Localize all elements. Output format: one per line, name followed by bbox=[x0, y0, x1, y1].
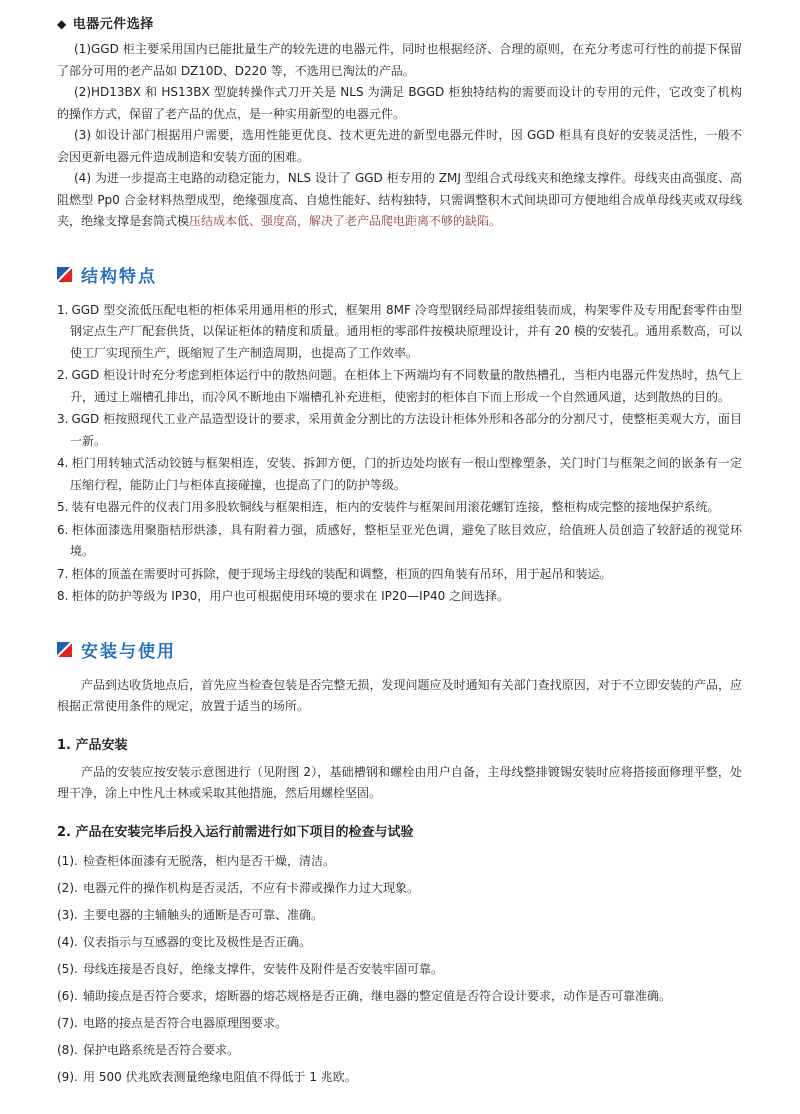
item-text: 柜体的顶盖在需要时可拆除，便于现场主母线的装配和调整，柜顶的四角装有吊环，用于起吊和装运。 bbox=[71, 566, 612, 581]
structure-features-list bbox=[57, 300, 742, 608]
product-install-subheading: 1. 产品安装 bbox=[57, 737, 128, 753]
component-selection-paragraph-3: (3) 如设计部门根据用户需要，选用性能更优良、技术更先进的新型电器元件时，因 GGD 柜具有良好的安装灵活性，一般不会因更新电器元件造成制造和安装方面的困难。 bbox=[57, 128, 742, 164]
section-installation-use bbox=[57, 637, 742, 1088]
structure-feature-item-6 bbox=[57, 520, 742, 563]
item-text: 保护电路系统是否符合要求。 bbox=[83, 1042, 240, 1057]
installation-use-heading-text: 安装与使用 bbox=[81, 641, 176, 662]
item-number: 1. bbox=[57, 302, 69, 317]
item-text: 电路的接点是否符合电器原理图要求。 bbox=[83, 1015, 288, 1030]
checklist-item-3 bbox=[57, 905, 742, 926]
item-text: 母线连接是否良好，绝缘支撑件，安装件及附件是否安装牢固可靠。 bbox=[83, 961, 444, 976]
item-number: 8. bbox=[57, 589, 69, 603]
checklist-item-4 bbox=[57, 932, 742, 953]
item-text: 仪表指示与互感器的变比及极性是否正确。 bbox=[83, 934, 312, 949]
structure-feature-item-8 bbox=[57, 586, 742, 608]
pre-operation-checklist bbox=[57, 851, 742, 1088]
checklist-item-1 bbox=[57, 851, 742, 872]
item-number: (4). bbox=[57, 934, 78, 949]
item-number: 6. bbox=[57, 522, 69, 537]
item-number: 4. bbox=[57, 456, 69, 470]
structure-feature-item-1 bbox=[57, 300, 742, 365]
split-square-icon bbox=[57, 267, 72, 282]
split-square-icon bbox=[57, 642, 72, 657]
paragraph-4-black-text: (4) 为进一步提高主电路的动稳定能力，NLS 设计了 GGD 柜专用的 ZMJ 型组合式母线夹和绝缘支撑件。母线夹由高强度、高阻燃型 Pp0 合金材料热塑成型，绝缘强度高、自熄性能好、结构独特，只需调整积木式间块即可方便地组合成单母线夹或双母线夹，绝缘支撑是套筒式模 bbox=[57, 171, 742, 228]
item-text: GGD 柜按照现代工业产品造型设计的要求，采用黄金分割比的方法设计柜体外形和各部分的分割尺寸，使整柜美观大方，面目一新。 bbox=[70, 412, 742, 448]
item-text: 辅助接点是否符合要求，熔断器的熔芯规格是否正确，继电器的整定值是否符合设计要求，动作是否可靠准确。 bbox=[83, 988, 672, 1003]
item-number: (8). bbox=[57, 1042, 78, 1057]
structure-feature-item-4 bbox=[57, 453, 742, 496]
item-text: 用 500 伏兆欧表测量绝缘电阻值不得低于 1 兆欧。 bbox=[83, 1069, 357, 1084]
section-structure-features bbox=[57, 262, 742, 608]
checklist-item-7 bbox=[57, 1013, 742, 1034]
item-text: 检查柜体面漆有无脱落，柜内是否干燥，清洁。 bbox=[83, 853, 336, 868]
item-text: 电器元件的操作机构是否灵活，不应有卡滞或操作力过大现象。 bbox=[83, 880, 420, 895]
diamond-bullet-icon: ◆ bbox=[57, 17, 67, 31]
component-selection-title-text: 电器元件选择 bbox=[72, 17, 154, 32]
section-component-selection bbox=[57, 13, 742, 233]
component-selection-paragraph-2: (2)HD13BX 和 HS13BX 型旋转操作式刀开关是 NLS 为满足 BGGD 柜独特结构的需要而设计的专用的元件，它改变了机构的操作方式，保留了老产品的优点，是一种实用新型的电器元件。 bbox=[57, 85, 742, 121]
item-number: (6). bbox=[57, 988, 78, 1003]
checklist-item-5 bbox=[57, 959, 742, 980]
item-number: (5). bbox=[57, 961, 78, 976]
item-number: 2. bbox=[57, 368, 69, 382]
item-number: (3). bbox=[57, 907, 78, 922]
item-text: 装有电器元件的仪表门用多股软铜线与框架相连，柜内的安装件与框架间用滚花螺钉连接，整柜构成完整的接地保护系统。 bbox=[71, 500, 720, 514]
item-text: GGD 型交流低压配电柜的柜体采用通用柜的形式，框架用 8MF 冷弯型钢经局部焊接组装而成，构架零件及专用配套零件由型钢定点生产厂配套供货，以保证柜体的精度和质量。通用柜的零部件按模块原理设计，并有 20 模的安装孔。通用系数高，可以使工厂实现预生产，既缩短了生产制造周期，也提高了工作效率。 bbox=[70, 302, 742, 360]
item-text: 主要电器的主辅触头的通断是否可靠、准确。 bbox=[83, 907, 324, 922]
pre-operation-check-subheading: 2. 产品在安装完毕后投入运行前需进行如下项目的检查与试验 bbox=[57, 824, 414, 840]
installation-intro-paragraph: 产品到达收货地点后，首先应当检查包装是否完整无损，发现问题应及时通知有关部门查找原因，对于不立即安装的产品，应根据正常使用条件的规定，放置于适当的场所。 bbox=[57, 677, 742, 713]
item-number: (1). bbox=[57, 853, 78, 868]
structure-feature-item-2 bbox=[57, 365, 742, 408]
item-text: 柜门用转轴式活动铰链与框架相连，安装、拆卸方便，门的折边处均嵌有一根山型橡塑条，关门时门与框架之间的嵌条有一定压缩行程，能防止门与柜体直接碰撞，也提高了门的防护等级。 bbox=[70, 456, 742, 492]
structure-feature-item-3 bbox=[57, 409, 742, 452]
item-number: 7. bbox=[57, 566, 69, 581]
item-number: 5. bbox=[57, 500, 69, 514]
item-number: (2). bbox=[57, 880, 78, 895]
checklist-item-6 bbox=[57, 986, 742, 1007]
structure-features-heading bbox=[57, 262, 742, 287]
structure-feature-item-5 bbox=[57, 497, 742, 519]
item-number: 3. bbox=[57, 412, 69, 426]
checklist-item-9 bbox=[57, 1067, 742, 1088]
checklist-item-8 bbox=[57, 1040, 742, 1061]
item-number: (9). bbox=[57, 1069, 78, 1084]
item-text: 柜体的防护等级为 IP30，用户也可根据使用环境的要求在 IP20—IP40 之间选择。 bbox=[71, 589, 510, 603]
item-text: GGD 柜设计时充分考虑到柜体运行中的散热问题。在柜体上下两端均有不同数量的散热槽孔，当柜内电器元件发热时，热气上升，通过上端槽孔排出，而冷风不断地由下端槽孔补充进柜，使密封的柜体自下而上形成一个自然通风道，达到散热的目的。 bbox=[70, 368, 742, 404]
checklist-item-2 bbox=[57, 878, 742, 899]
component-selection-paragraph-4 bbox=[57, 168, 742, 233]
installation-use-heading bbox=[57, 637, 742, 662]
item-text: 柜体面漆选用聚脂桔形烘漆，具有附着力强，质感好，整柜呈亚光色调，避免了眩目效应，给值班人员创造了较舒适的视觉环境。 bbox=[70, 522, 742, 558]
structure-features-heading-text: 结构特点 bbox=[81, 266, 157, 287]
component-selection-title bbox=[57, 13, 742, 32]
product-install-paragraph: 产品的安装应按安装示意图进行（见附图 2），基础槽钢和螺栓由用户自备，主母线整排镀锡安装时应将搭接面修理平整，处理干净，涂上中性凡士林或采取其他措施，然后用螺栓坚固。 bbox=[57, 764, 742, 800]
item-number: (7). bbox=[57, 1015, 78, 1030]
component-selection-paragraph-1: (1)GGD 柜主要采用国内已能批量生产的较先进的电器元件，同时也根据经济、合理的原则，在充分考虑可行性的前提下保留了部分可用的老产品如 DZ10D、D220 等，不选用已淘汰的产品。 bbox=[57, 42, 742, 78]
paragraph-4-red-text: 压结成本低、强度高，解决了老产品爬电距离不够的缺陷。 bbox=[189, 214, 502, 228]
structure-feature-item-7 bbox=[57, 564, 742, 586]
